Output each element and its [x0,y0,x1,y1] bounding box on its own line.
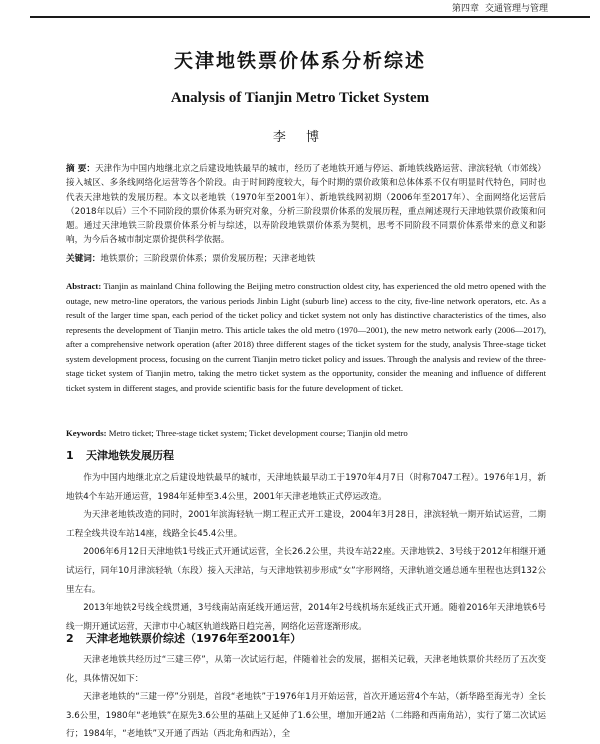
section-2-body [66,651,546,744]
section-1-title: 天津地铁发展历程 [86,449,174,462]
author-name: 李 博 [272,130,328,145]
abstract-zh-label: 摘 要： [66,164,96,174]
paragraph: 天津老地铁的“三建一停”分别是，首段“老地铁”于1976年1月开始运营，首次开通运营4个车站，（新华路至海光寺）全长3.6公里，1980年“老地铁”在原先3.6公里的基础上又延伸了1.6公里，增加开通2站（二纬路和西南角站），实行了第二次试运行；1984年，“老地铁”又开通了西站（西北角和西站），全 [66,692,546,740]
paragraph: 为天津老地铁改造的同时，2001年滨海轻轨一期工程正式开工建设，2004年3月28日，津滨轻轨一期开始试运营，二期工程全线共设车站14座，线路全长45.4公里。 [66,510,546,539]
running-header [452,3,590,15]
section-1-heading [66,447,546,463]
abstract-en-text: Tianjin as mainland China following the Beijing metro construction oldest city, has experienced the old metro opened with the outage, new metro-line operators, the various periods Jinbin Light (suburb line) access to the city, five-line network operators, etc. As a result of the larger time span, each period of the ticket policy and ticket system not only has distinctive characteristics of the times, also represents the development of Tianjin metro. This article takes the old metro (1970—2001), the new metro network early (2006—2017), after a comprehensive network operation (after 2018) three different stages of the ticket system for the study, analysis Three-stage ticket system development process, focusing on the current Tianjin metro ticket policy and issues. Through the analysis and review of the three-stage ticket system of Tianjin metro, taking the metro ticket system as the opportunity, consider the meaning and influence of different ticket system in different stages, and provide scientific basis for the future development of ticket. [66,281,547,393]
paper-title-zh: 天津地铁票价体系分析综述 [173,50,426,72]
paragraph: 2013年地铁2号线全线贯通，3号线南站南延线开通运营，2014年2号线机场东延线正式开通。随着2016年天津地铁6号线一期开通试运营，天津市中心城区轨道线路日趋完善，网络化运营逐渐形成。 [66,603,546,632]
section-2-heading [66,630,546,646]
abstract-en [66,279,546,395]
section-1-body [66,469,546,636]
section-2-title: 天津老地铁票价综述（1976年至2001年） [86,632,302,645]
keywords-en [66,427,546,440]
keywords-en-label: Keywords: [66,428,107,438]
keywords-zh-label: 关键词： [66,254,101,264]
paragraph: 2006年6月12日天津地铁1号线正式开通试运营，全长26.2公里，共设车站22座。天津地铁2、3号线于2012年相继开通试运行，同年10月津滨轻轨（东段）接入天津站，与天津地铁初步形成“女”字形网络，天津轨道交通总通车里程也达到132公里左右。 [66,547,546,595]
keywords-zh-text: 地铁票价；三阶段票价体系；票价发展历程；天津老地铁 [100,254,316,264]
keywords-zh [66,253,546,266]
header-section: 交通管理与管理 [485,4,549,14]
keywords-en-text: Metro ticket; Three-stage ticket system; Ticket development course; Tianjin old metro [108,428,408,438]
section-2-number: 2 [66,632,74,645]
abstract-zh-text: 天津作为中国内地继北京之后建设地铁最早的城市，经历了老地铁开通与停运、新地铁线路运营、津滨轻轨（市郊线）接入城区、多条线网络化运营等各个阶段。由于时间跨度较大，每个时期的票价政策和总体体系不仅有明显时代特色，同时也代表天津地铁的发展历程。本文以老地铁（1970年至2001年）、新地铁线网初期（2006年至2017年）、全面网络化运营后（2018年以后）三个不同阶段的票价体系为研究对象，分析三阶段票价体系的发展历程，重点阐述现行天津地铁票价政策和问题。通过天津地铁三阶段票价体系分析与综述，以寿阶段地铁票价体系为契机，思考不同阶段不同票价体系带来的意义和影响，为今后各城市制定票价提供科学依据。 [66,164,546,246]
paragraph: 天津老地铁共经历过“三建三停”，从第一次试运行起，伴随着社会的发展，据相关记载，天津老地铁票价共经历了五次变化，具体情况如下： [66,655,546,684]
header-chapter: 第四章 [452,4,480,14]
section-1-number: 1 [66,449,74,462]
header-rule [30,16,590,18]
paragraph: 作为中国内地继北京之后建设地铁最早的城市，天津地铁最早动工于1970年4月7日（时称7047工程）。1976年1月，新地铁4个车站开通运营，1984年延伸至3.4公里，2001年天津老地铁正式停运改造。 [66,473,546,502]
abstract-en-label: Abstract: [66,281,102,291]
abstract-zh [66,162,546,248]
paper-title-en: Analysis of Tianjin Metro Ticket System [170,90,430,106]
